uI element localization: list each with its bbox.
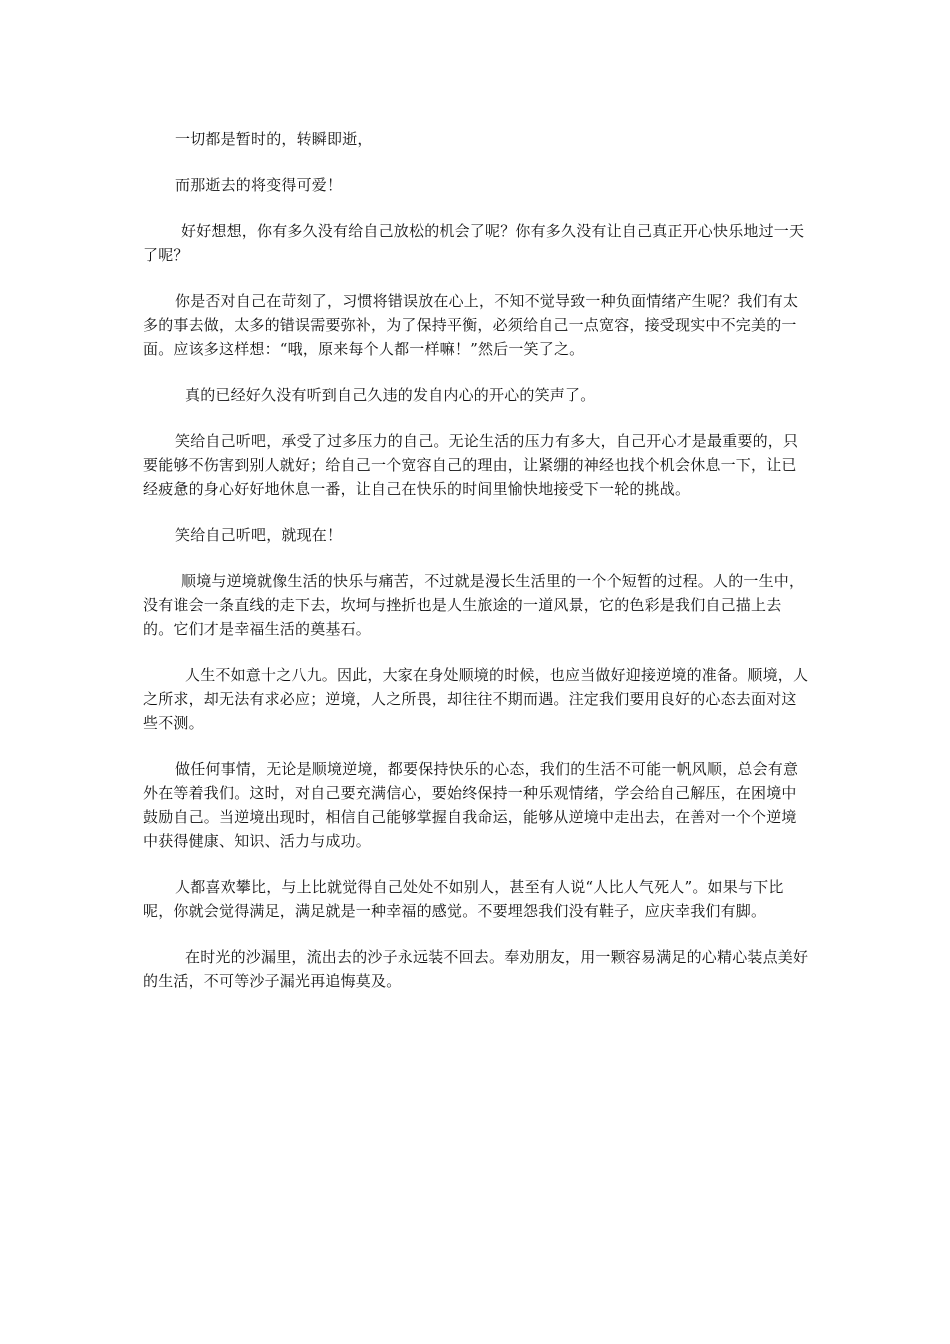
paragraph: 做任何事情，无论是顺境逆境，都要保持快乐的心态，我们的生活不可能一帆风顺，总会有意外在等着我们。这时，对自己要充满信心，要始终保持一种乐观情绪，学会给自己解压，在困境中鼓励自己。当逆境出现时，相信自己能够掌握自我命运，能够从逆境中走出去，在善对一个个逆境中获得健康、知识、活力与成功。 — [143, 760, 799, 850]
paragraph: 人都喜欢攀比，与上比就觉得自己处处不如别人，甚至有人说“人比人气死人”。如果与下比呢，你就会觉得满足，满足就是一种幸福的感觉。不要埋怨我们没有鞋子，应庆幸我们有脚。 — [143, 878, 784, 920]
paragraph: 顺境与逆境就像生活的快乐与痛苦，不过就是漫长生活里的一个个短暂的过程。人的一生中，没有谁会一条直线的走下去，坎坷与挫折也是人生旅途的一道风景，它的色彩是我们自己描上去的。它们才是幸福生活的奠基石。 — [143, 572, 805, 638]
paragraph: 真的已经好久没有听到自己久违的发自内心的开心的笑声了。 — [185, 386, 596, 404]
paragraph: 一切都是暂时的，转瞬即逝， — [175, 130, 373, 148]
paragraph: 你是否对自己在苛刻了，习惯将错误放在心上，不知不觉导致一种负面情绪产生呢？我们有太多的事去做，太多的错误需要弥补，为了保持平衡，必须给自己一点宽容，接受现实中不完美的一面。应该多这样想：“哦，原来每个人都一样嘛！”然后一笑了之。 — [143, 292, 799, 358]
paragraph: 人生不如意十之八九。因此，大家在身处顺境的时候，也应当做好迎接逆境的准备。顺境，人之所求，却无法有求必应；逆境，人之所畏，却往往不期而遇。注定我们要用良好的心态去面对这些不测。 — [143, 666, 809, 732]
paragraph: 好好想想，你有多久没有给自己放松的机会了呢？你有多久没有让自己真正开心快乐地过一天了呢？ — [143, 222, 805, 264]
paragraph: 笑给自己听吧，承受了过多压力的自己。无论生活的压力有多大，自己开心才是最重要的，只要能够不伤害到别人就好；给自己一个宽容自己的理由，让紧绷的神经也找个机会休息一下，让已经疲惫的身心好好地休息一番，让自己在快乐的时间里愉快地接受下一轮的挑战。 — [143, 432, 799, 498]
paragraph: 而那逝去的将变得可爱！ — [175, 176, 343, 194]
paragraph: 在时光的沙漏里，流出去的沙子永远装不回去。奉劝朋友，用一颗容易满足的心精心装点美好的生活，不可等沙子漏光再追悔莫及。 — [143, 948, 809, 990]
paragraph: 笑给自己听吧，就现在！ — [175, 526, 343, 544]
document-body — [143, 127, 811, 1015]
